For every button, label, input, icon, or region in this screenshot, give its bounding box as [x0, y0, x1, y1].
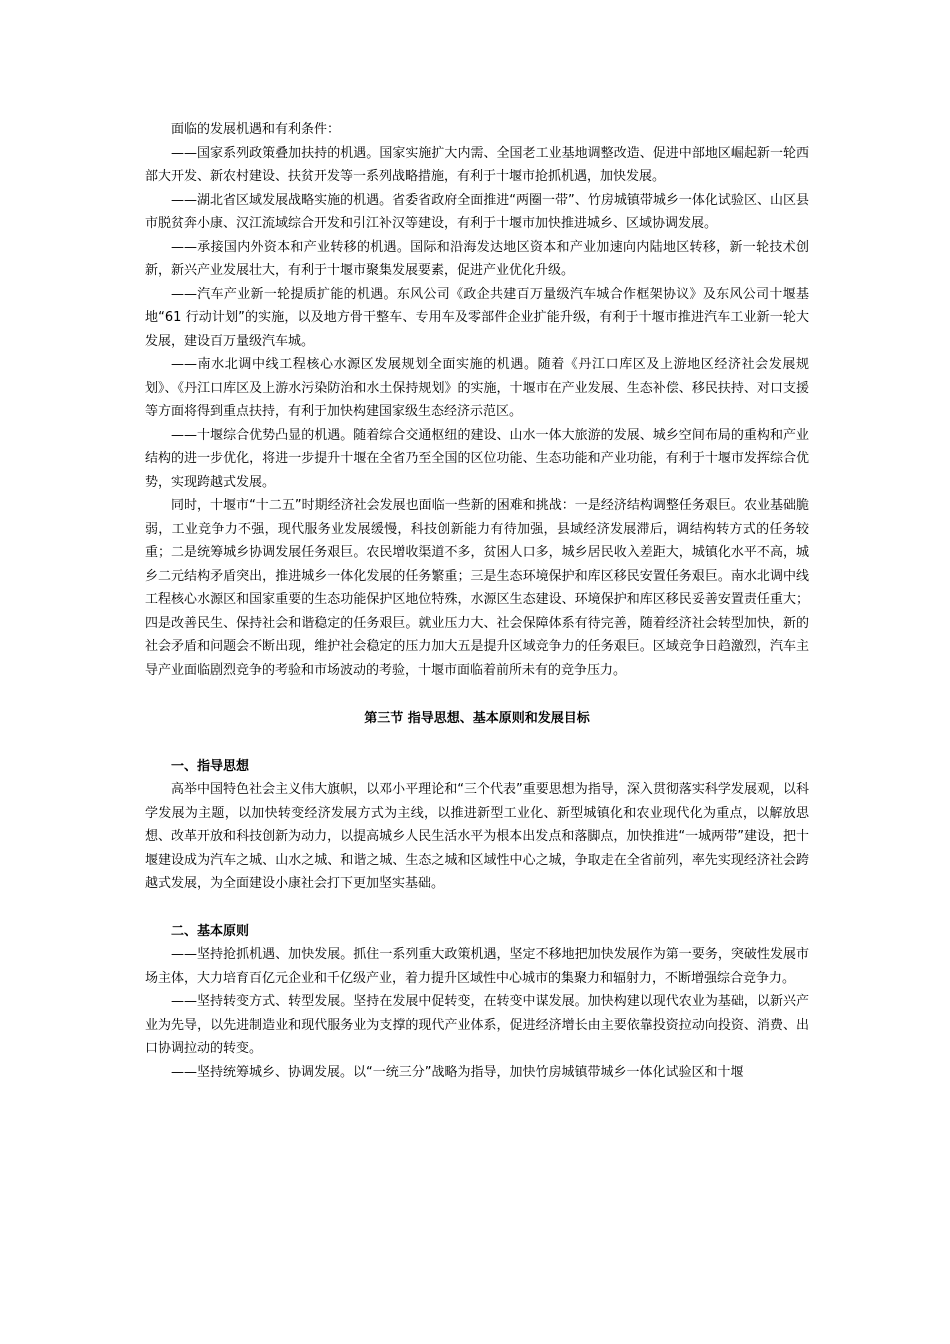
challenges-paragraph: 同时，十堰市“十二五”时期经济社会发展也面临一些新的困难和挑战：一是经济结构调整任务艰巨。农业基础脆弱，工业竞争力不强，现代服务业发展缓慢，科技创新能力有待加强，县域经济发展滞后，调结构转方式的任务较重；二是统筹城乡协调发展任务艰巨。农民增收渠道不多，贫困人口多，城乡居民收入差距大，城镇化水平不高，城乡二元结构矛盾突出，推进城乡一体化发展的任务繁重；三是生态环境保护和库区移民安置任务艰巨。南水北调中线工程核心水源区和国家重要的生态功能保护区地位特殊，水源区生态建设、环境保护和库区移民妥善安置责任重大；四是改善民生、保持社会和谐稳定的任务艰巨。就业压力大、社会保障体系有待完善，随着经济社会转型加快，新的社会矛盾和问题会不断出现，维护社会稳定的压力加大五是提升区域竞争力的任务艰巨。区域竞争日趋激烈，汽车主导产业面临剧烈竞争的考验和市场波动的考验，十堰市面临着前所未有的竞争压力。: [145, 498, 809, 678]
guiding-heading: 一、指导思想: [171, 758, 250, 774]
opportunity-shiyan-advantage: ——十堰综合优势凸显的机遇。随着综合交通枢纽的建设、山水一体大旅游的发展、城乡空间布局的重构和产业结构的进一步优化，将进一步提升十堰在全省乃至全国的区位功能、生态功能和产业功能，有利于十堰市发挥综合优势，实现跨越式发展。: [145, 427, 809, 490]
opportunity-water-source: ——南水北调中线工程核心水源区发展规划全面实施的机遇。随着《丹江口库区及上游地区经济社会发展规划》、《丹江口库区及上游水污染防治和水土保持规划》的实施，十堰市在产业发展、生态补偿、移民扶持、对口支援等方面将得到重点扶持，有利于加快构建国家级生态经济示范区。: [145, 357, 809, 419]
principle-transform-mode: ——坚持转变方式、转型发展。坚持在发展中促转变，在转变中谋发展。加快构建以现代农业为基础，以新兴产业为先导，以先进制造业和现代服务业为支撑的现代产业体系，促进经济增长由主要依靠投资拉动向投资、消费、出口协调拉动的转变。: [145, 994, 809, 1056]
opportunity-auto-industry: ——汽车产业新一轮提质扩能的机遇。东风公司《政企共建百万量级汽车城合作框架协议》及东风公司十堰基地“61 行动计划”的实施，以及地方骨干整车、专用车及零部件企业扩能升级，有利于十堰市推进汽车工业新一轮大发展，建设百万量级汽车城。: [145, 286, 809, 349]
principles-heading: 二、基本原则: [171, 923, 250, 939]
opportunity-hubei-strategy: ——湖北省区域发展战略实施的机遇。省委省政府全面推进“两圈一带”、竹房城镇带城乡一体化试验区、山区县市脱贫奔小康、汉江流域综合开发和引江补汉等建设，有利于十堰市加快推进城乡、区域协调发展。: [145, 192, 809, 231]
opportunity-capital-transfer: ——承接国内外资本和产业转移的机遇。国际和沿海发达地区资本和产业加速向内陆地区转移，新一轮技术创新，新兴产业发展壮大，有利于十堰市聚集发展要素，促进产业优化升级。: [145, 239, 809, 278]
opportunity-national-policy: ——国家系列政策叠加扶持的机遇。国家实施扩大内需、全国老工业基地调整改造、促进中部地区崛起新一轮西部大开发、新农村建设、扶贫开发等一系列战略措施，有利于十堰市抢抓机遇，加快发展。: [145, 145, 809, 184]
principle-seize-opportunity: ——坚持抢抓机遇、加快发展。抓住一系列重大政策机遇，坚定不移地把加快发展作为第一要务，突破性发展市场主体，大力培育百亿元企业和千亿级产业，着力提升区域性中心城市的集聚力和辐射力，不断增强综合竞争力。: [145, 947, 809, 986]
document-page: [145, 118, 809, 1084]
intro-lead: 面临的发展机遇和有利条件：: [171, 122, 341, 137]
principle-coordinate-urban-rural: ——坚持统筹城乡、协调发展。以“一统三分”战略为指导，加快竹房城镇带城乡一体化试验区和十堰: [171, 1064, 744, 1080]
section-title: 第三节 指导思想、基本原则和发展目标: [364, 711, 590, 726]
guiding-text: 高举中国特色社会主义伟大旗帜，以邓小平理论和“三个代表”重要思想为指导，深入贯彻落实科学发展观，以科学发展为主题，以加快转变经济发展方式为主线，以推进新型工业化、新型城镇化和农业现代化为重点，以解放思想、改革开放和科技创新为动力，以提高城乡人民生活水平为根本出发点和落脚点，加快推进“一城两带”建设，把十堰建设成为汽车之城、山水之城、和谐之城、生态之城和区域性中心之城，争取走在全省前列，率先实现经济社会跨越式发展，为全面建设小康社会打下更加坚实基础。: [145, 782, 809, 891]
